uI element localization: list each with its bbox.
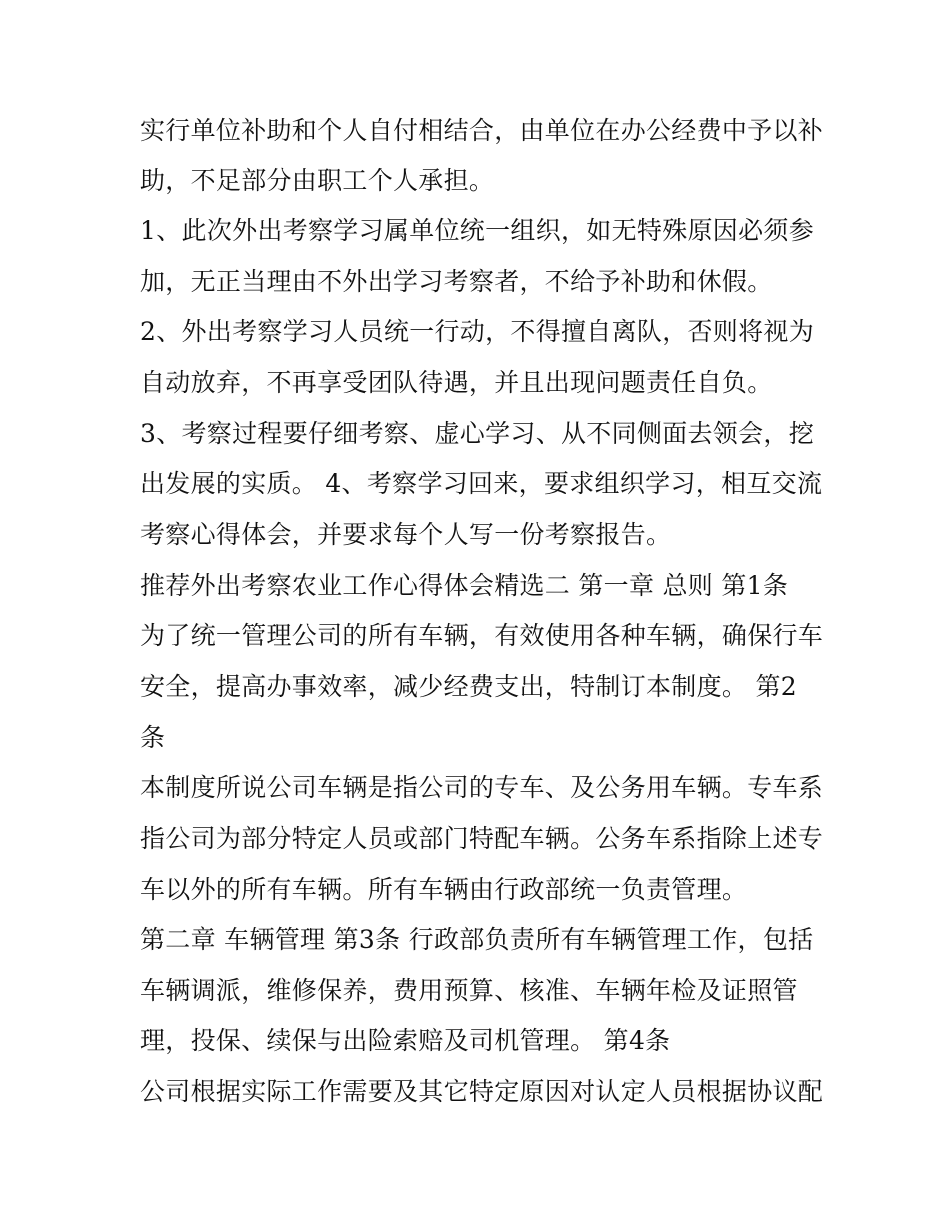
text-line: 指公司为部分特定人员或部门特配车辆。公务车系指除上述专: [140, 824, 824, 853]
text-line: 推荐外出考察农业工作心得体会精选二 第一章 总则 第1条: [140, 571, 789, 600]
text-line: 第二章 车辆管理 第3条 行政部负责所有车辆管理工作，包括: [140, 925, 814, 954]
text-line: 助，不足部分由职工个人承担。: [140, 166, 495, 195]
text-line: 理，投保、续保与出险索赔及司机管理。 第4条: [140, 1026, 671, 1055]
text-line: 加，无正当理由不外出学习考察者，不给予补助和休假。: [140, 267, 773, 296]
text-line: 自动放弃，不再享受团队待遇，并且出现问题责任自负。: [140, 368, 773, 397]
text-line: 车辆调派，维修保养，费用预算、核准、车辆年检及证照管: [140, 976, 798, 1005]
text-line: 2、外出考察学习人员统一行动，不得擅自离队，否则将视为: [140, 317, 815, 346]
text-line: 1、此次外出考察学习属单位统一组织，如无特殊原因必须参: [140, 216, 815, 245]
text-line: 出发展的实质。 4、考察学习回来，要求组织学习，相互交流: [140, 469, 823, 498]
text-line: 安全，提高办事效率，减少经费支出，特制订本制度。 第2: [140, 672, 797, 701]
text-line: 为了统一管理公司的所有车辆，有效使用各种车辆，确保行车: [140, 621, 824, 650]
text-line: 实行单位补助和个人自付相结合，由单位在办公经费中予以补: [140, 116, 824, 145]
text-line: 考察心得体会，并要求每个人写一份考察报告。: [140, 520, 672, 549]
text-line: 车以外的所有车辆。所有车辆由行政部统一负责管理。: [140, 875, 748, 904]
text-line: 公司根据实际工作需要及其它特定原因对认定人员根据协议配: [140, 1077, 824, 1106]
text-line: 条: [140, 723, 166, 752]
text-line: 3、考察过程要仔细考察、虚心学习、从不同侧面去领会，挖: [140, 419, 815, 448]
text-line: 本制度所说公司车辆是指公司的专车、及公务用车辆。专车系: [140, 773, 824, 802]
